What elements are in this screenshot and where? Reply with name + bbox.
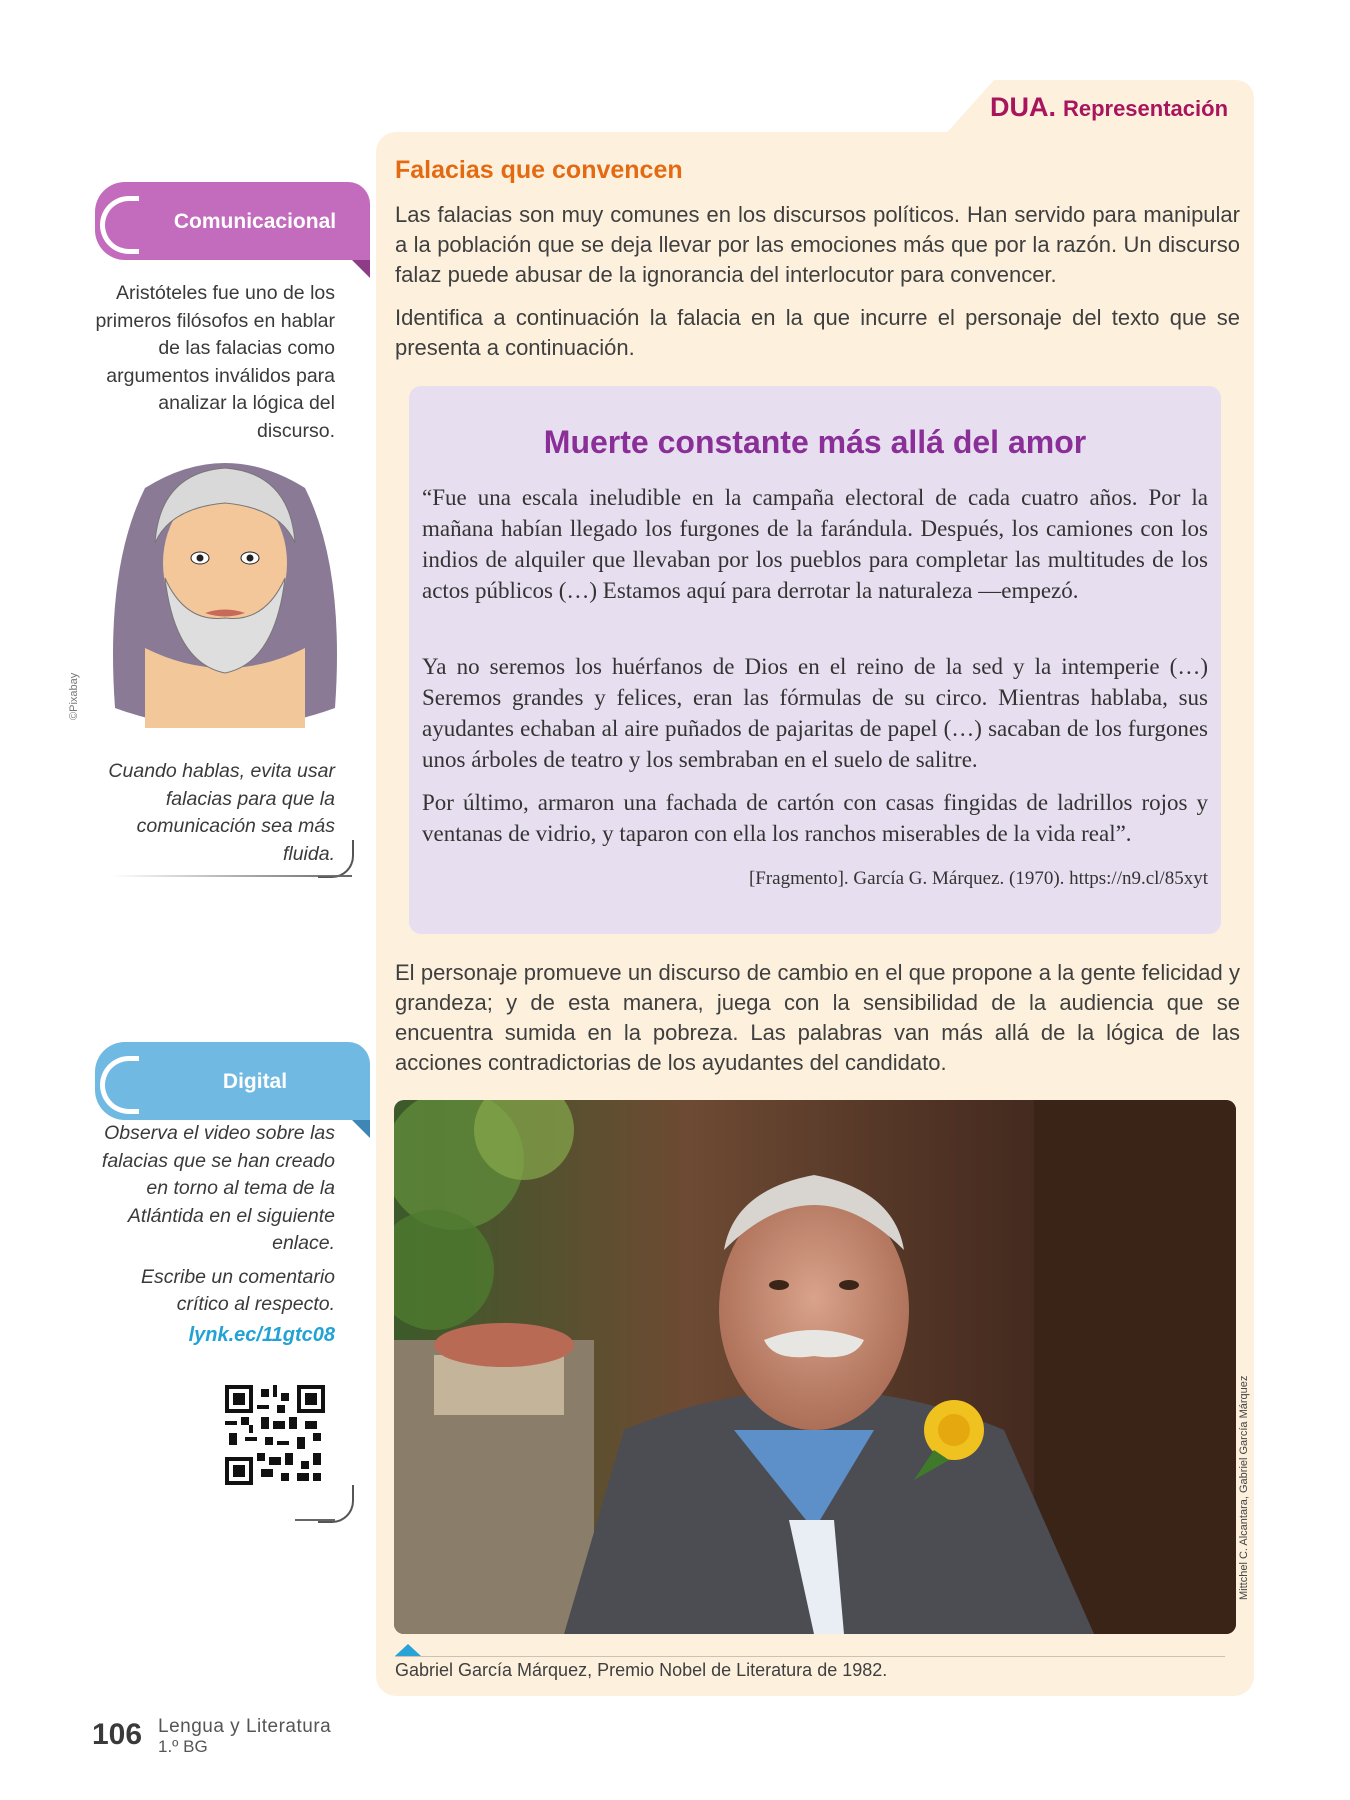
instruction-paragraph: Identifica a continuación la falacia en la que incurre el personaje del texto que se presenta a continuación. [395, 305, 1240, 360]
digital-link[interactable]: lynk.ec/11gtc08 [188, 1324, 335, 1346]
digital-text-2: Escribe un comentario crítico al respecto. [140, 1265, 335, 1315]
photo-credit: Mittchel C. Alcantara, Gabriel García Márquez [1238, 1375, 1250, 1600]
photo-caption: Gabriel García Márquez, Premio Nobel de Literatura de 1982. [395, 1660, 888, 1680]
aristotle-illustration [105, 448, 345, 738]
digital-frame-corner [318, 1485, 354, 1523]
quote-source: [Fragmento]. García G. Márquez. (1970). https://n9.cl/85xyt [748, 868, 1208, 889]
comunicacional-title: Comunicacional [173, 210, 337, 233]
comunicacional-fold [352, 260, 370, 278]
book-subject: Lengua y Literatura [158, 1716, 332, 1737]
image-credit: ©Pixabay [68, 672, 80, 720]
digital-text [85, 1120, 335, 1319]
quote-paragraph-1: “Fue una escala ineludible en la campaña electoral de cada cuatro años. Por la mañana habían llegado los furgones de la farándula. Después, los camiones con los indios de alquiler que llevaban por los pueblos para completar las multitudes de los actos públicos (…) Estamos aquí para derrotar la naturaleza —empezó. [422, 485, 1208, 603]
comunicacional-text: Aristóteles fue uno de los primeros filósofos en hablar de las falacias como argumentos inválidos para analizar la lógica del discurso. [95, 282, 335, 442]
dua-label [990, 92, 1228, 123]
digital-text-1: Observa el video sobre las falacias que se han creado en torno al tema de la Atlántida en el siguiente enlace. [101, 1122, 335, 1254]
comunicacional-tip-text: Cuando hablas, evita usar falacias para que la comunicación sea más fluida. [108, 760, 335, 865]
digital-title: Digital [222, 1070, 288, 1093]
dua-prefix: DUA. [990, 92, 1056, 122]
comunicacional-divider [112, 875, 352, 877]
comunicacional-tip [85, 758, 335, 868]
book-grade: 1.º BG [158, 1737, 208, 1756]
quote-paragraph-3: Por último, armaron una fachada de cartón con casas fingidas de ladrillos rojos y ventanas de vidrio, y taparon con ella los ranchos miserables de la vida real”. [422, 790, 1208, 846]
analysis-paragraph: El personaje promueve un discurso de cambio en el que propone a la gente felicidad y grandeza; y de esta manera, juega con la sensibilidad de la audiencia que se encuentra sumida en la pobreza. Las palabras van más allá de la lógica de las acciones contradictorias de los ayudantes del candidato. [395, 960, 1240, 1075]
qr-code-icon[interactable] [225, 1385, 325, 1485]
page-number: 106 [92, 1718, 143, 1751]
digital-divider [295, 1519, 335, 1521]
dua-name: Representación [1062, 96, 1229, 121]
section-title: Falacias que convencen [395, 156, 683, 184]
caption-arrow-icon [395, 1644, 421, 1656]
intro-paragraph: Las falacias son muy comunes en los discursos políticos. Han servido para manipular a la población que se deja llevar por las emociones más que por la razón. Un discurso falaz puede abusar de la ignorancia del interlocutor para convencer. [395, 202, 1240, 287]
caption-divider [395, 1656, 1225, 1657]
quote-paragraph-2: Ya no seremos los huérfanos de Dios en el reino de la sed y la intemperie (…) Seremos grandes y felices, eran las fórmulas de su circo. Mientras hablaba, sus ayudantes echaban al aire puñados de pajaritas de papel (…) sacaban de los furgones unos árboles de teatro y los sembraban en el suelo de salitre. [422, 654, 1208, 772]
digital-fold [352, 1120, 370, 1138]
quote-title: Muerte constante más allá del amor [543, 424, 1087, 460]
garcia-marquez-photo [394, 1100, 1236, 1634]
comunicacional-frame-corner [318, 840, 354, 878]
